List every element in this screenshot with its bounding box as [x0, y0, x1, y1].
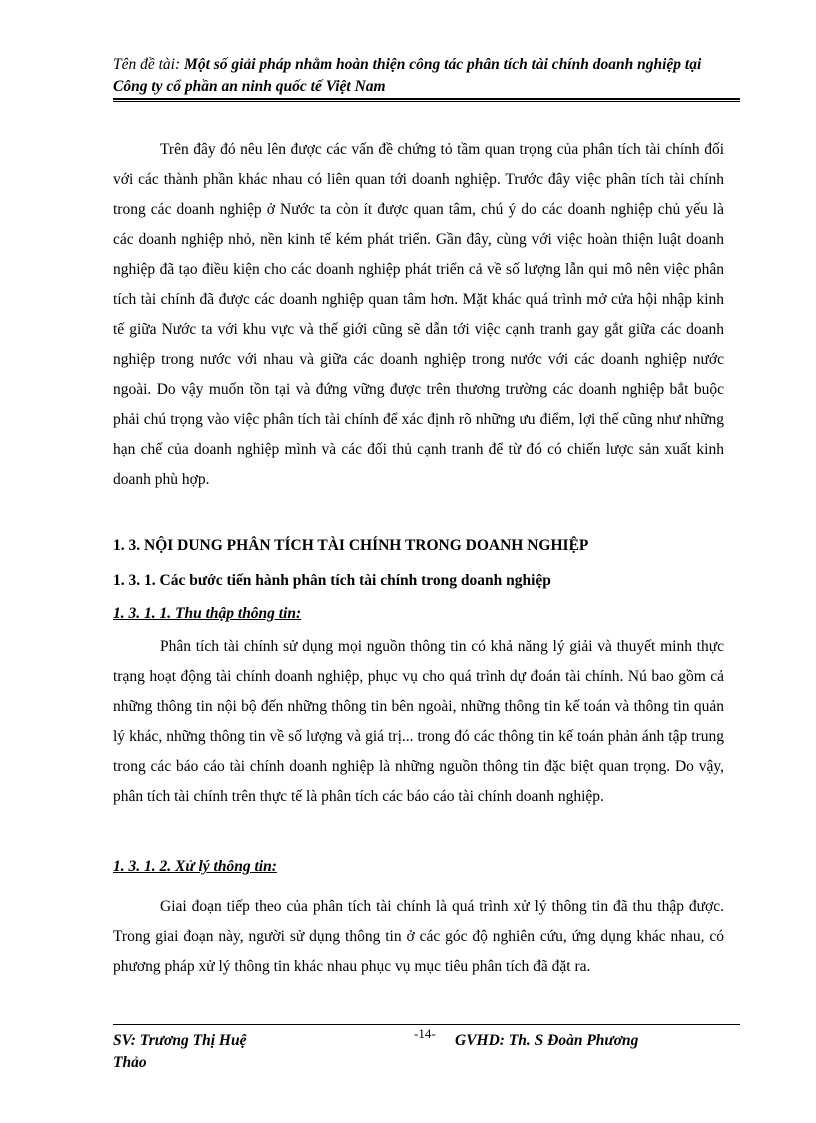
- page-header: [113, 54, 739, 98]
- subsection-heading: 1. 3. 1. Các bước tiến hành phân tích tài chính trong doanh nghiệp: [113, 572, 551, 589]
- header-rule: [113, 98, 740, 100]
- page-number: -14-: [414, 1026, 436, 1041]
- footer-student: SV: Trương Thị Huệ Thảo: [113, 1032, 247, 1071]
- paragraph-intro: Trên đây đó nêu lên được các vấn đề chứng tỏ tầm quan trọng của phân tích tài chính đối với các thành phần khác nhau có liên quan tới doanh nghiệp. Trước đây việc phân tích tài chính trong các doanh nghiệp ở Nước ta còn ít được quan tâm, chú ý do các doanh nghiệp chủ yếu là các doanh nghiệp nhỏ, nền kinh tế kém phát triển. Gần đây, cùng với việc hoàn thiện luật doanh nghiệp đã tạo điều kiện cho các doanh nghiệp phát triển cả về số lượng lẫn qui mô nên việc phân tích tài chính đã được các doanh nghiệp quan tâm hơn. Mặt khác quá trình mở cửa hội nhập kinh tế giữa Nước ta với khu vực và thế giới cũng sẽ dẫn tới việc cạnh tranh gay gắt giữa các doanh nghiệp trong nước với nhau và giữa các doanh nghiệp trong nước với các doanh nghiệp nước ngoài. Do vậy muốn tồn tại và đứng vững được trên thương trường các doanh nghiệp bắt buộc phải chú trọng vào việc phân tích tài chính để xác định rõ những ưu điểm, lợi thế cũng như những hạn chế của doanh nghiệp mình và các đối thủ cạnh tranh để từ đó có chiến lược sản xuất kinh doanh phù hợp.: [113, 141, 724, 488]
- subsubsection-heading-collect: 1. 3. 1. 1. Thu thập thông tin:: [113, 605, 302, 622]
- footer-advisor: GVHD: Th. S Đoàn Phương: [455, 1032, 639, 1049]
- paragraph-collect: Phân tích tài chính sử dụng mọi nguồn thông tin có khả năng lý giải và thuyết minh thực trạng hoạt động tài chính doanh nghiệp, phục vụ cho quá trình dự đoán tài chính. Nú bao gồm cả những thông tin nội bộ đến những thông tin bên ngoài, những thông tin kế toán và thông tin quản lý khác, những thông tin về số lượng và giá trị... trong đó các thông tin kế toán phản ánh tập trung trong các báo cáo tài chính doanh nghiệp là những nguồn thông tin đặc biệt quan trọng. Do vậy, phân tích tài chính trên thực tế là phân tích các báo cáo tài chính doanh nghiệp.: [113, 638, 724, 805]
- footer-rule: [113, 1024, 740, 1025]
- header-prefix: Tên đề tài:: [113, 56, 185, 73]
- section-heading: 1. 3. NỘI DUNG PHÂN TÍCH TÀI CHÍNH TRONG DOANH NGHIỆP: [113, 537, 589, 554]
- header-title: Một số giải pháp nhằm hoàn thiện công tác phân tích tài chính doanh nghiệp tại Công ty cổ phần an ninh quốc tế Việt Nam: [113, 56, 702, 95]
- header-rule-thin: [113, 101, 740, 102]
- subsubsection-heading-process: 1. 3. 1. 2. Xử lý thông tin:: [113, 858, 277, 875]
- paragraph-process: Giai đoạn tiếp theo của phân tích tài chính là quá trình xử lý thông tin đã thu thập được. Trong giai đoạn này, người sử dụng thông tin ở các góc độ nghiên cứu, ứng dụng khác nhau, có phương pháp xử lý thông tin khác nhau phục vụ mục tiêu phân tích đã đặt ra.: [113, 898, 724, 975]
